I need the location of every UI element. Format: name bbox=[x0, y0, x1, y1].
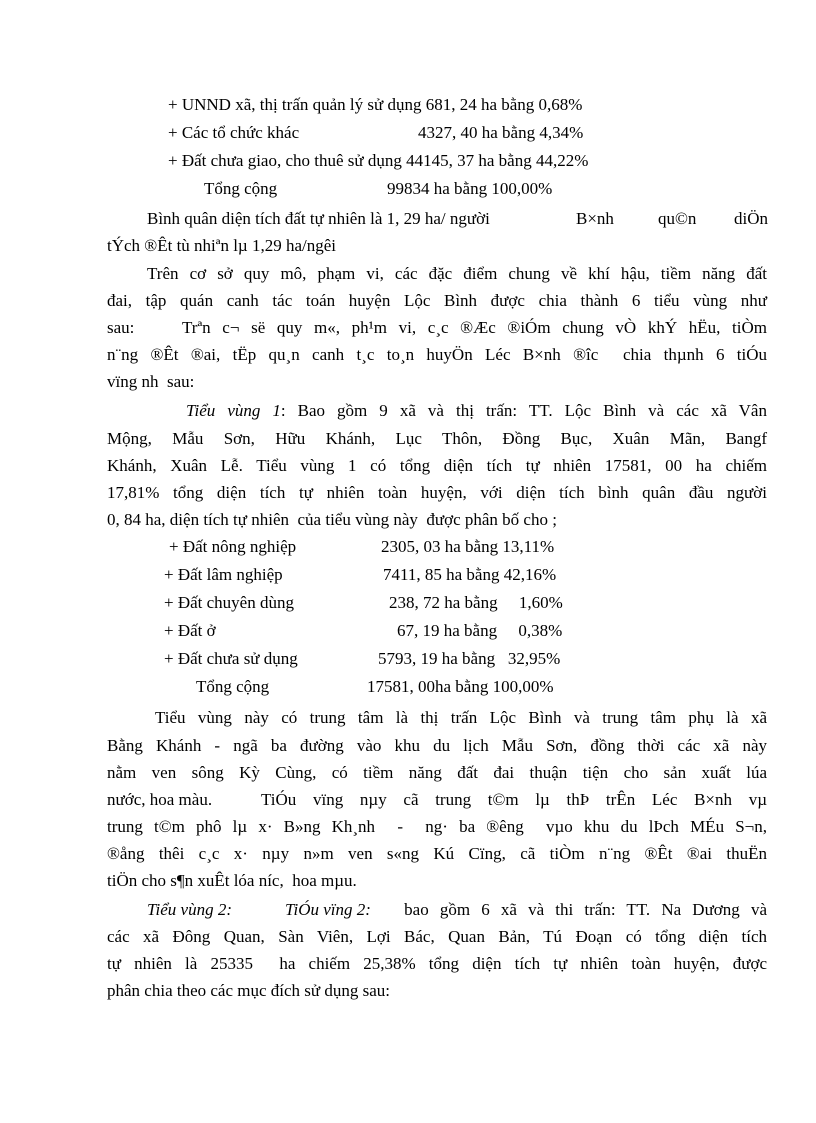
avg-garbled-cont: tÝch ®Êt tù nhiªn lµ 1,29 ha/ngêi bbox=[107, 236, 337, 255]
summary-total-label: Tổng cộng bbox=[204, 179, 278, 198]
paragraph-line: đai, tập quán canh tác toán huyện Lộc Bình được chia thành 6 tiểu vùng như bbox=[107, 291, 767, 310]
paragraph-garbled-line: trung t©m phô lµ x· B»ng Kh¸nh - ng· ba ®êng vµo khu du lÞch MÉu S¬n, bbox=[107, 817, 767, 836]
paragraph-garbled-line: TiÓu vïng nµy cã trung t©m lµ thÞ trÊn Léc B×nh vµ bbox=[261, 790, 767, 809]
summary-row-name: + Đất chưa giao, cho thuê sử dụng 44145, 37 ha bằng 44,22% bbox=[168, 151, 589, 170]
paragraph-garbled-line: ®ång thêi c¸c x· nµy n»m ven s«ng Kú Cïng, cã tiÒm n¨ng ®Êt ®ai thuËn bbox=[107, 844, 767, 863]
avg-garbled-word: B×nh bbox=[576, 209, 614, 228]
paragraph-line: nước, hoa màu. bbox=[107, 790, 213, 809]
paragraph-garbled-line: Trªn c¬ së quy m«, ph¹m vi, c¸c ®Æc ®iÓm chung vÒ khÝ hËu, tiÒm bbox=[182, 318, 767, 337]
paragraph-garbled-line: n¨ng ®Êt ®ai, tËp qu¸n canh t¸c to¸n huyÖn Léc B×nh ®îc chia thµnh 6 tiÓu bbox=[107, 345, 767, 364]
paragraph-line: Bằng Khánh - ngã ba đường vào khu du lịch Mẫu Sơn, đồng thời các xã này bbox=[107, 736, 767, 755]
zone1-row-value: 67, 19 ha bằng 0,38% bbox=[397, 621, 563, 640]
paragraph-line: sau: bbox=[107, 318, 135, 337]
zone1-line: Mộng, Mẫu Sơn, Hữu Khánh, Lục Thôn, Đồng Bục, Xuân Mãn, Bangf bbox=[107, 429, 767, 448]
zone2-line: phân chia theo các mục đích sử dụng sau: bbox=[107, 981, 391, 1000]
zone1-line: 17,81% tổng diện tích tự nhiên toàn huyện, với diện tích bình quân đầu người bbox=[107, 483, 767, 502]
paragraph-garbled-line: tiÖn cho s¶n xuÊt lóa níc, hoa mµu. bbox=[107, 871, 357, 890]
zone2-label-garbled: TiÓu vïng 2: bbox=[285, 900, 371, 919]
zone1-total-label: Tổng cộng bbox=[196, 677, 270, 696]
zone1-line: Khánh, Xuân Lễ. Tiểu vùng 1 có tổng diện tích tự nhiên 17581, 00 ha chiếm bbox=[107, 456, 767, 475]
paragraph-line: nằm ven sông Kỳ Cùng, có tiềm năng đất đai thuận tiện cho sản xuất lúa bbox=[107, 763, 767, 782]
zone1-row-name: + Đất nông nghiệp bbox=[169, 537, 297, 556]
zone1-row-name: + Đất chưa sử dụng bbox=[164, 649, 298, 668]
zone1-row-value: 5793, 19 ha bằng 32,95% bbox=[378, 649, 561, 668]
zone2-line: tự nhiên là 25335 ha chiếm 25,38% tổng diện tích tự nhiên toàn huyện, được bbox=[107, 954, 767, 973]
zone1-row-name: + Đất chuyên dùng bbox=[164, 593, 294, 612]
zone1-row-value: 238, 72 ha bằng 1,60% bbox=[389, 593, 563, 612]
zone1-line bbox=[186, 401, 767, 423]
zone1-row-name: + Đất ở bbox=[164, 621, 216, 640]
zone1-line: 0, 84 ha, diện tích tự nhiên của tiểu vùng này được phân bố cho ; bbox=[107, 510, 557, 529]
zone1-label: Tiểu vùng 1 bbox=[186, 401, 281, 420]
summary-row-value: 4327, 40 ha bằng 4,34% bbox=[418, 123, 584, 142]
paragraph-garbled-line: vïng nh sau: bbox=[107, 372, 195, 391]
summary-row-name: + UNND xã, thị trấn quản lý sử dụng 681, 24 ha bằng 0,68% bbox=[168, 95, 583, 114]
zone2-line: các xã Đông Quan, Sàn Viên, Lợi Bác, Quan Bản, Tú Đoạn có tổng diện tích bbox=[107, 927, 767, 946]
paragraph-line: Tiểu vùng này có trung tâm là thị trấn Lộc Bình và trung tâm phụ là xã bbox=[155, 708, 767, 727]
summary-row-name: + Các tổ chức khác bbox=[168, 123, 300, 142]
zone1-row-name: + Đất lâm nghiệp bbox=[164, 565, 283, 584]
zone1-total-value: 17581, 00ha bằng 100,00% bbox=[367, 677, 554, 696]
avg-garbled-word: diÖn bbox=[734, 209, 768, 228]
avg-garbled-word: qu©n bbox=[658, 209, 697, 228]
zone1-row-value: 2305, 03 ha bằng 13,11% bbox=[381, 537, 555, 556]
avg-text: Bình quân diện tích đất tự nhiên là 1, 29 ha/ người bbox=[147, 209, 490, 228]
paragraph-line: Trên cơ sở quy mô, phạm vi, các đặc điểm chung về khí hậu, tiềm năng đất bbox=[147, 264, 767, 283]
zone1-row-value: 7411, 85 ha bằng 42,16% bbox=[383, 565, 557, 584]
zone2-label: Tiểu vùng 2: bbox=[147, 900, 232, 919]
summary-total-value: 99834 ha bằng 100,00% bbox=[387, 179, 553, 198]
zone2-line: bao gồm 6 xã và thi trấn: TT. Na Dương và bbox=[393, 900, 767, 919]
zone1-text: : Bao gồm 9 xã và thị trấn: TT. Lộc Bình và các xã Vân bbox=[280, 401, 767, 420]
